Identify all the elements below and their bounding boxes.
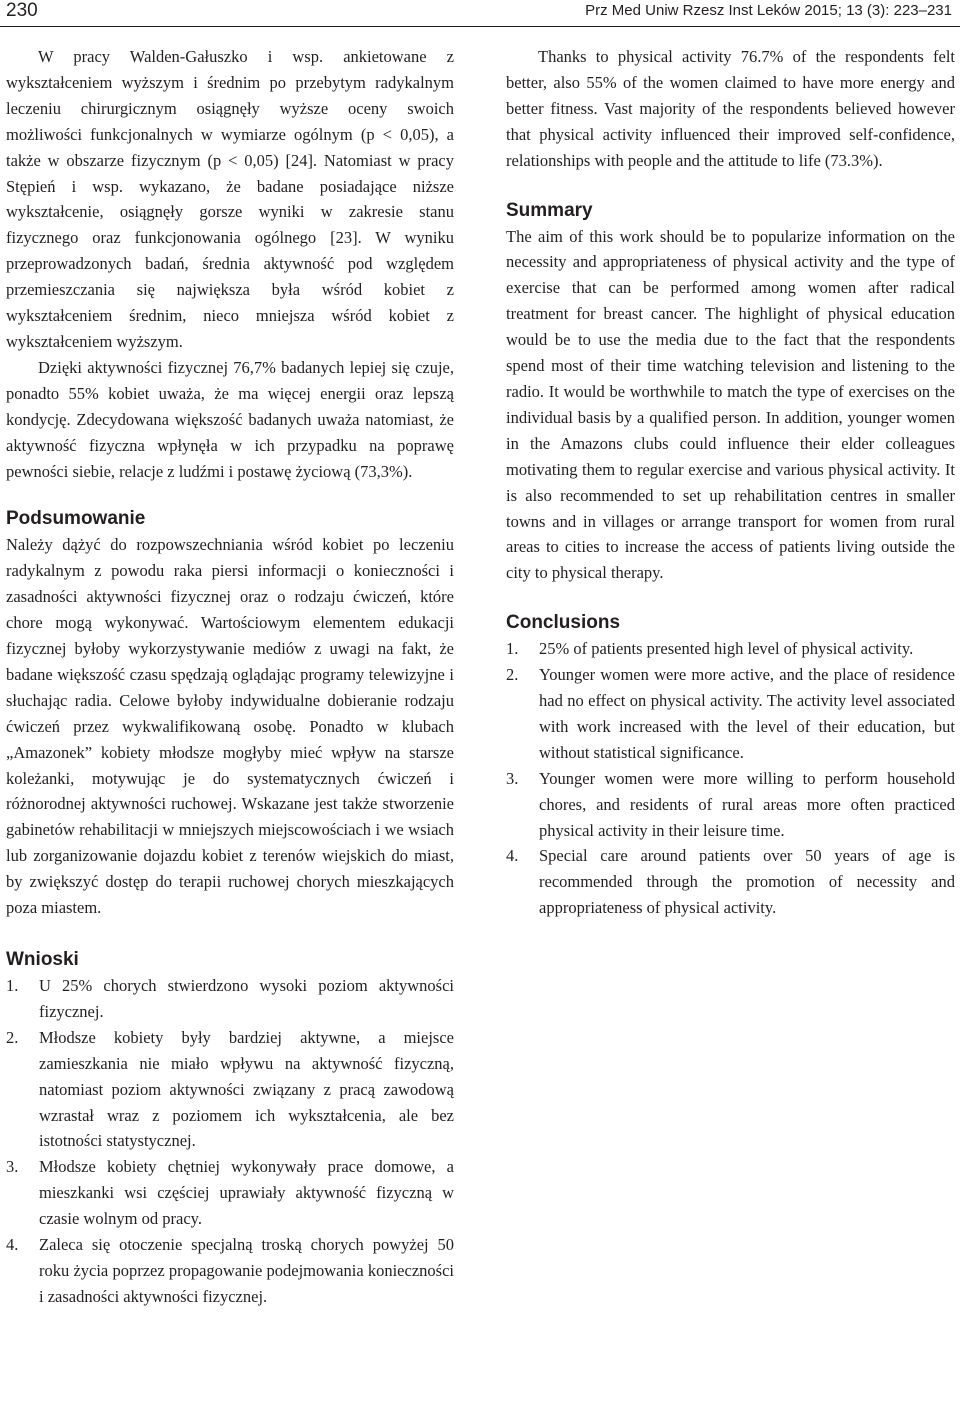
header-rule <box>0 26 960 27</box>
list-item-text: U 25% chorych stwierdzono wysoki poziom aktywności fizycznej. <box>39 976 454 1021</box>
list-item-text: Younger women were more willing to perform household chores, and residents of rural areas more often practiced physical activity in their leisure time. <box>539 768 955 840</box>
list-item <box>506 662 955 766</box>
left-paragraph-1: W pracy Walden-Gałuszko i wsp. ankietowane z wykształceniem wyższym i średnim po przebytym radykalnym leczeniu chirurgicznym osiągnęły wyższe oceny swoich możliwości funkcjonalnych w wymiarze ogólnym (p < 0,05), a także w obszarze fizycznym (p < 0,05) [24]. Natomiast w pracy Stępień i wsp. wykazano, że badane posiadające niższe wykształcenie, osiągnęły gorsze wyniki w zakresie stanu fizycznego oraz funkcjonowania ogólnego [23]. W wyniku przeprowadzonych badań, średnia aktywność pod względem przemieszczania się największa była wśród kobiet z wykształceniem średnim, nieco mniejsza wśród kobiet z wykształceniem wyższym. <box>6 47 454 351</box>
left-conclusions-heading: Wnioski <box>6 949 79 970</box>
list-item <box>506 636 955 662</box>
left-summary-text: Należy dążyć do rozpowszechniania wśród kobiet po leczeniu radykalnym z powodu raka piersi informacji o konieczności i zasadności aktywności fizycznej oraz o rodzaju ćwiczeń, które chore mogą wykonywać. Wartościowym elementem edukacji fizycznej byłoby wykorzystywanie mediów z uwagi na fakt, że badane większość czasu spędzają oglądając programy telewizyjne i słuchając radia. Celowe byłoby indywidualne dobieranie rodzaju ćwiczeń przez wykwalifikowaną osobę. Ponadto w klubach „Amazonek” kobiety młodsze mogłyby mieć wpływ na starsze koleżanki, motywując je do systematycznych ćwiczeń i różnorodnej aktywności ruchowej. Wskazane jest także stworzenie gabinetów rehabilitacji w mniejszych miejscowościach i we wsiach lub zorganizowanie dojazdu kobiet z terenów wiejskich do miast, by zwiększyć dostęp do terapii ruchowej chorych mieszkających poza miastem. <box>6 535 454 918</box>
list-item <box>6 973 454 1025</box>
left-paragraph-2: Dzięki aktywności fizycznej 76,7% badanych lepiej się czuje, ponadto 55% kobiet uważa, że ma więcej energii oraz lepszą kondycję. Zdecydowana większość badanych uważa natomiast, że aktywność fizyczna wpłynęła w ich przypadku na poprawę pewności siebie, relacje z ludźmi i postawę życiową (73,3%). <box>6 357 454 481</box>
list-item-text: 25% of patients presented high level of physical activity. <box>539 639 914 659</box>
right-column <box>506 44 955 921</box>
list-item <box>506 843 955 921</box>
list-item-number: 2. <box>506 665 519 685</box>
list-item-text: Special care around patients over 50 years of age is recommended through the promotion of necessity and appropriateness of physical activity. <box>539 846 955 918</box>
list-item-text: Younger women were more active, and the place of residence had no effect on physical activity. The activity level associated with work increased with the level of their education, but without statistical significance. <box>539 665 955 762</box>
running-head: Prz Med Uniw Rzesz Inst Leków 2015; 13 (3): 223–231 <box>585 2 952 19</box>
right-summary-text: The aim of this work should be to popularize information on the necessity and appropriateness of physical activity and the type of exercise that can be performed among women after radical treatment for breast cancer. The highlight of physical education would be to use the media due to the fact that the respondents spend most of their time watching television and listening to the radio. It would be worthwhile to match the type of exercises on the individual basis by a qualified person. In addition, younger women in the Amazons clubs could influence their elder colleagues motivating them to regular exercise and various physical activity. It is also recommended to set up rehabilitation centres in smaller towns and in villages or arrange transport for women from rural areas to cities to increase the access of patients living outside the city to physical therapy. <box>506 226 955 583</box>
list-item-number: 4. <box>506 846 519 866</box>
left-conclusions-list <box>6 973 454 1310</box>
list-item-text: Zaleca się otoczenie specjalną troską chorych powyżej 50 roku życia poprzez propagowanie podejmowania konieczności i zasadności aktywności fizycznej. <box>39 1235 454 1306</box>
list-item-number: 3. <box>6 1157 19 1177</box>
left-summary-heading: Podsumowanie <box>6 508 146 530</box>
list-item <box>6 1154 454 1232</box>
list-item-number: 1. <box>506 639 519 659</box>
list-item-number: 3. <box>506 768 519 788</box>
list-item <box>6 1025 454 1155</box>
left-column <box>6 44 454 1310</box>
list-item-number: 1. <box>6 976 19 995</box>
right-summary-heading: Summary <box>506 199 593 221</box>
right-conclusions-heading: Conclusions <box>506 612 621 634</box>
list-item-text: Młodsze kobiety były bardziej aktywne, a miejsce zamieszkania nie miało wpływu na aktywność fizyczną, natomiast poziom aktywności związany z pracą zawodową wzrastał wraz z poziomem ich wykształcenia, ale bez istotności statystycznej. <box>39 1027 454 1151</box>
page-number: 230 <box>6 0 38 21</box>
list-item-number: 4. <box>6 1235 19 1255</box>
list-item <box>506 766 955 844</box>
list-item-text: Młodsze kobiety chętniej wykonywały prace domowe, a mieszkanki wsi częściej uprawiały aktywność fizyczną w czasie wolnym od pracy. <box>39 1157 454 1229</box>
list-item <box>6 1232 454 1310</box>
right-paragraph-1: Thanks to physical activity 76.7% of the respondents felt better, also 55% of the women claimed to have more energy and better fitness. Vast majority of the respondents believed however that physical activity influenced their improved self-confidence, relationships with people and the attitude to life (73.3%). <box>506 47 955 170</box>
list-item-number: 2. <box>6 1027 19 1047</box>
right-conclusions-list <box>506 636 955 921</box>
